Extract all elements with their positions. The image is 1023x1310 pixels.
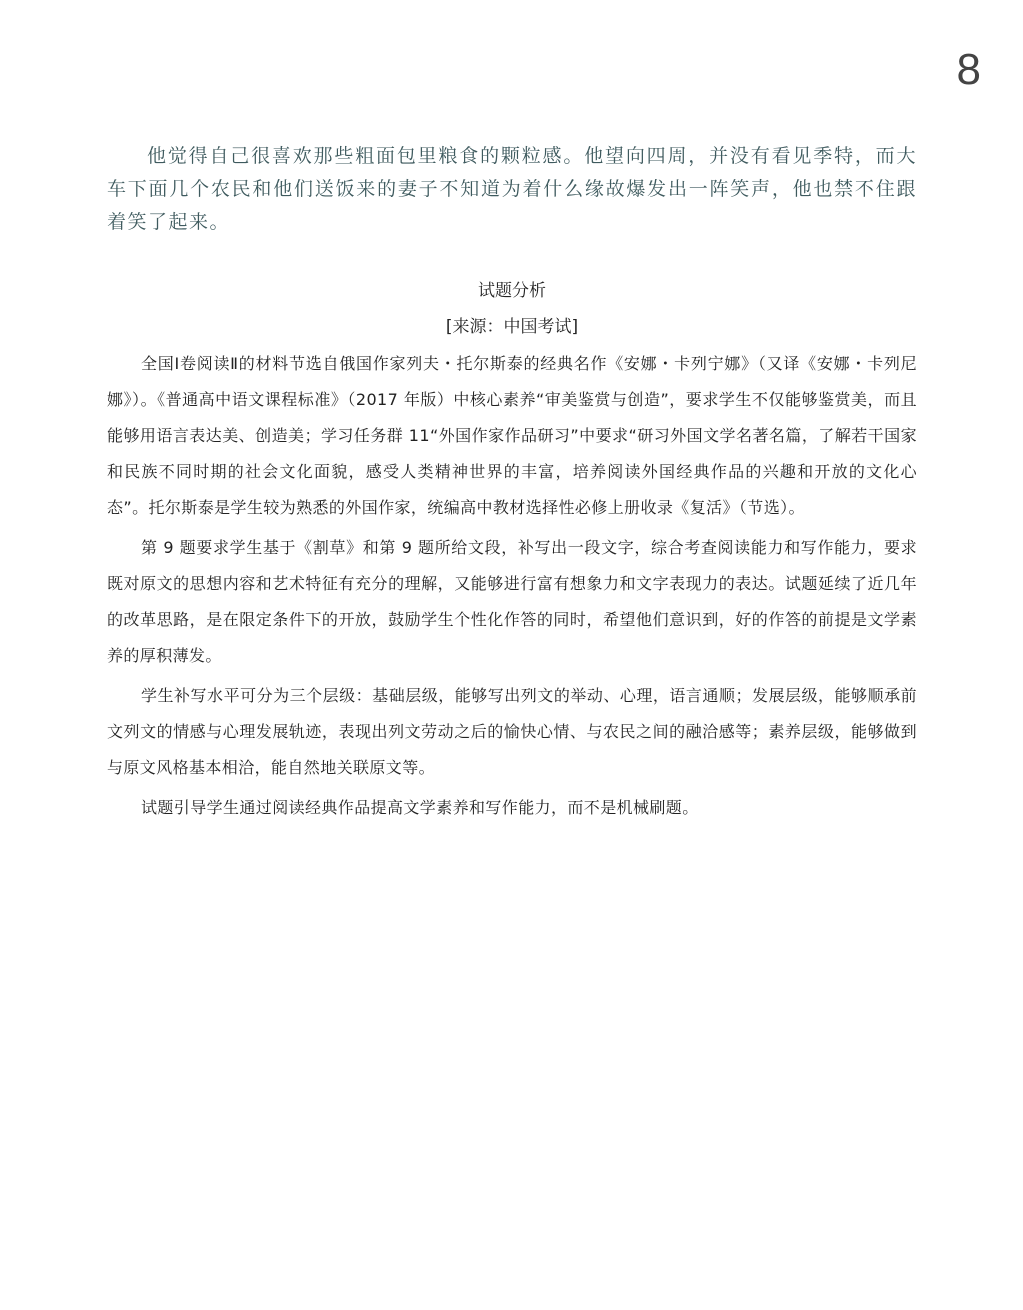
page-number: 8 bbox=[956, 45, 981, 94]
analysis-paragraph: 第 9 题要求学生基于《割草》和第 9 题所给文段，补写出一段文字，综合考查阅读能力和写作能力，要求既对原文的思想内容和艺术特征有充分的理解，又能够进行富有想象力和文字表现力的表达。试题延续了近几年的改革思路，是在限定条件下的开放，鼓励学生个性化作答的同时，希望他们意识到，好的作答的前提是文学素养的厚积薄发。 bbox=[107, 538, 917, 665]
section-title: 试题分析 bbox=[478, 281, 546, 301]
section-source: [来源：中国考试] bbox=[445, 317, 579, 337]
analysis-paragraph: 试题引导学生通过阅读经典作品提高文学素养和写作能力，而不是机械刷题。 bbox=[141, 798, 699, 817]
novel-excerpt: 他觉得自己很喜欢那些粗面包里粮食的颗粒感。他望向四周，并没有看见季特，而大车下面几个农民和他们送饭来的妻子不知道为着什么缘故爆发出一阵笑声，他也禁不住跟着笑了起来。 bbox=[107, 145, 917, 233]
analysis-paragraph: 学生补写水平可分为三个层级：基础层级，能够写出列文的举动、心理，语言通顺；发展层级，能够顺承前文列文的情感与心理发展轨迹，表现出列文劳动之后的愉快心情、与农民之间的融洽感等；素养层级，能够做到与原文风格基本相洽，能自然地关联原文等。 bbox=[107, 686, 917, 777]
analysis-paragraph: 全国Ⅰ卷阅读Ⅱ的材料节选自俄国作家列夫・托尔斯泰的经典名作《安娜・卡列宁娜》（又译《安娜・卡列尼娜》）。《普通高中语文课程标准》（2017 年版）中核心素养“审美鉴赏与创造”，要求学生不仅能够鉴赏美，而且能够用语言表达美、创造美；学习任务群 11“外国作家作品研习”中要求“研习外国文学名著名篇，了解若干国家和民族不同时期的社会文化面貌，感受人类精神世界的丰富，培养阅读外国经典作品的兴趣和开放的文化心态”。托尔斯泰是学生较为熟悉的外国作家，统编高中教材选择性必修上册收录《复活》（节选）。 bbox=[107, 354, 917, 517]
analysis-body bbox=[107, 346, 917, 830]
